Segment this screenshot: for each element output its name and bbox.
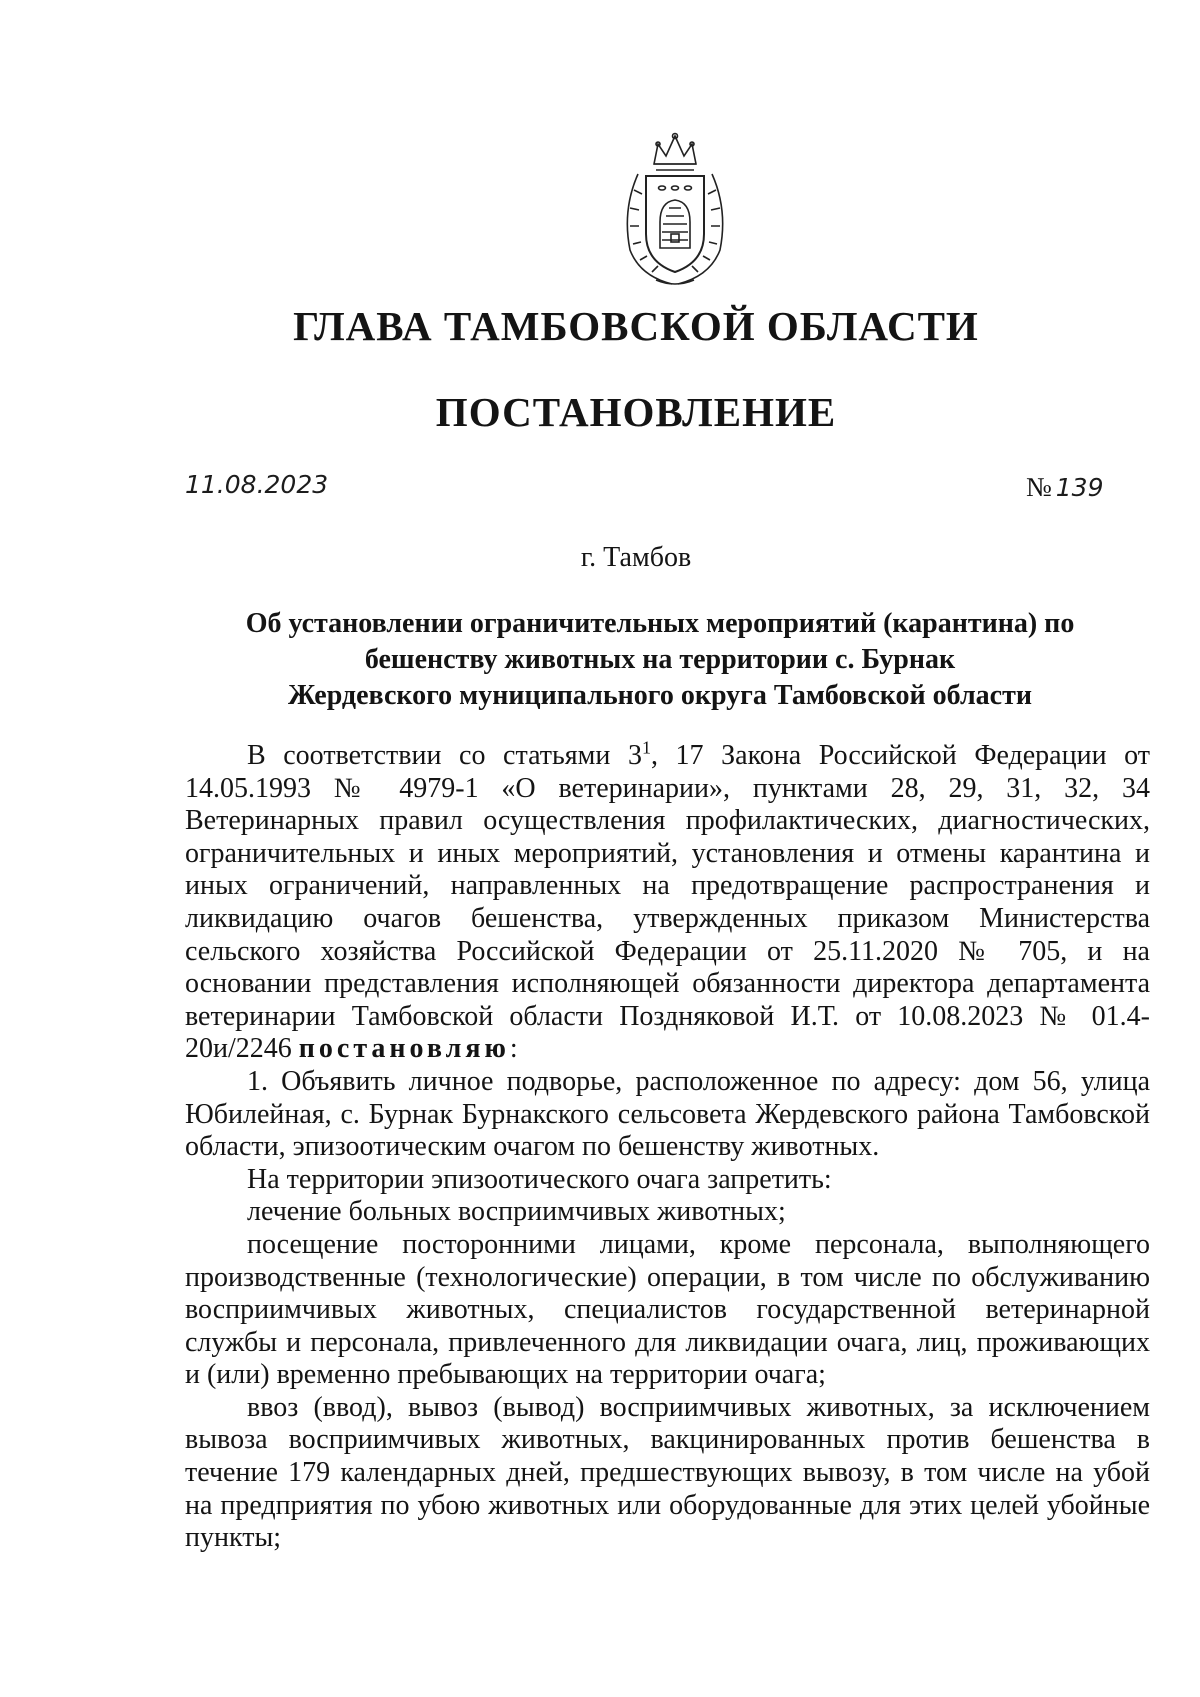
document-type: ПОСТАНОВЛЕНИЕ xyxy=(435,389,837,435)
title-line: Об установлении ограничительных мероприятий (карантина) по xyxy=(245,608,1075,639)
article-superscript: 1 xyxy=(641,737,651,758)
number-sign: № xyxy=(1026,472,1052,502)
document-date: 11.08.2023 xyxy=(185,470,329,499)
title-line: Жердевского муниципального округа Тамбовской области xyxy=(288,680,1032,711)
preamble-text-a: В соответствии со статьями 3 xyxy=(247,740,642,771)
document-number xyxy=(1026,472,1103,503)
title-line: бешенству животных на территории с. Бурнак xyxy=(364,644,956,675)
prohibition-intro-paragraph: На территории эпизоотического очага запретить: xyxy=(247,1163,832,1195)
number-value: 139 xyxy=(1055,473,1104,502)
resolve-word: постановляю xyxy=(298,1033,510,1065)
coat-of-arms-icon xyxy=(616,130,734,288)
clause-1-paragraph: 1. Объявить личное подворье, расположенное по адресу: дом 56, улица Юбилейная, с. Бурнак Бурнакского сельсовета Жердевского района Тамбовской области, эпизоотическим очагом по бешенству животных. xyxy=(185,1065,1150,1163)
place-of-issue: г. Тамбов xyxy=(580,542,692,573)
prohibition-item: посещение посторонними лицами, кроме персонала, выполняющего производственные (технологические) операции, в том числе по обслуживанию восприимчивых животных, специалистов государственной ветеринарной службы и персонала, привлеченного для ликвидации очага, лиц, проживающих и (или) временно пребывающих на территории очага; xyxy=(185,1228,1150,1391)
document-body xyxy=(185,737,1151,1555)
prohibition-item: ввоз (ввод), вывоз (вывод) восприимчивых животных, за исключением вывоза восприимчивых животных, вакцинированных против бешенства в течение 179 календарных дней, предшествующих вывозу, в том числе на убой на предприятия по убою животных или оборудованные для этих целей убойные пункты; xyxy=(185,1391,1150,1554)
preamble-paragraph xyxy=(185,737,1151,1066)
issuing-authority: ГЛАВА ТАМБОВСКОЙ ОБЛАСТИ xyxy=(293,303,979,349)
coat-of-arms-emblem xyxy=(616,130,734,288)
prohibition-item: лечение больных восприимчивых животных; xyxy=(247,1196,786,1228)
preamble-text-b: , 17 Закона Российской Федерации от 14.05.1993 № 4979-1 «О ветеринарии», пунктами 28, 29, 31, 32, 34 Ветеринарных правил осуществления профилактических, диагностических, ограничительных и иных мероприятий, установления и отмены карантина и иных ограничений, направленных на предотвращение распространения и ликвидацию очагов бешенства, утвержденных приказом Министерства сельского хозяйства Российской Федерации от 25.11.2020 № 705, и на основании представления исполняющей обязанности директора департамента ветеринарии Тамбовской области Поздняковой И.Т. от 10.08.2023 № 01.4-20и/2246 xyxy=(185,740,1151,1065)
preamble-colon: : xyxy=(509,1033,518,1065)
document-title xyxy=(240,606,1080,714)
